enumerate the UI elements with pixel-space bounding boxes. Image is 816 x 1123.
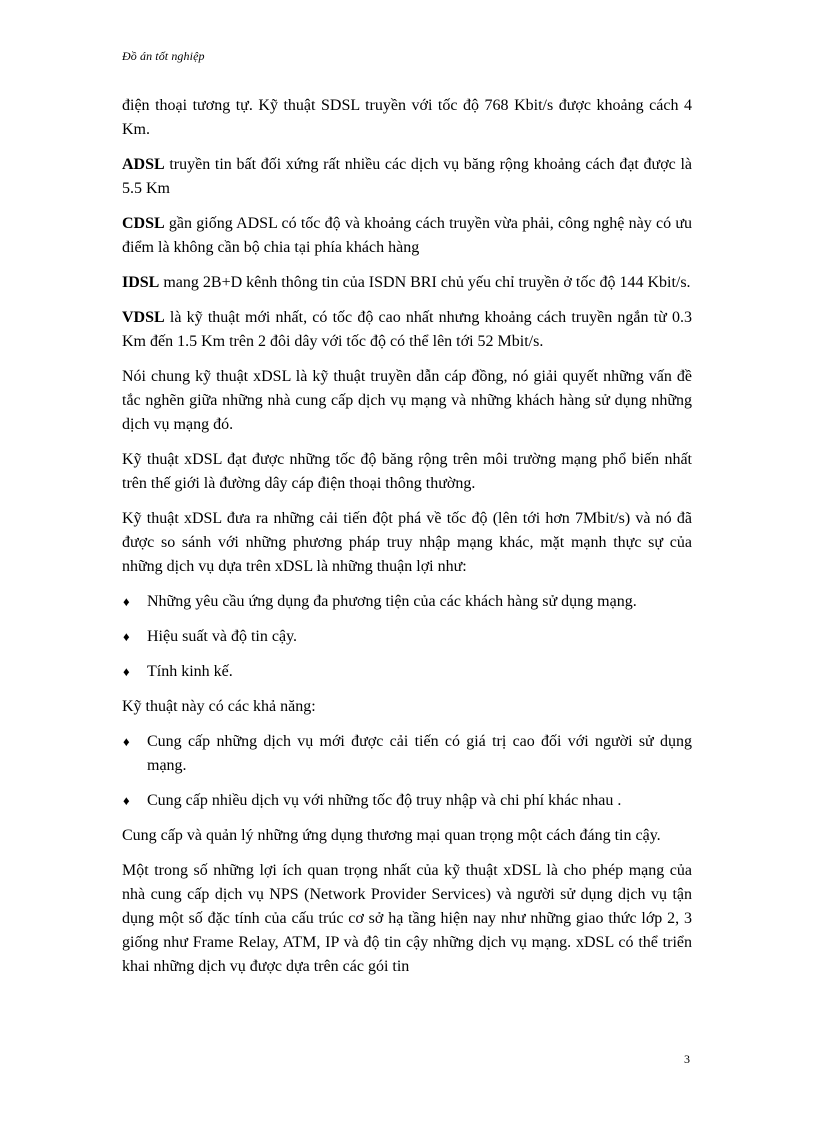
paragraph-management: Cung cấp và quản lý những ứng dụng thương mại quan trọng một cách đáng tin cậy. bbox=[122, 827, 661, 844]
paragraph-sdsl-continuation: điện thoại tương tự. Kỹ thuật SDSL truyền với tốc độ 768 Kbit/s được khoảng cách 4 Km. bbox=[122, 97, 692, 138]
paragraph-xdsl-advantages: Kỹ thuật xDSL đưa ra những cải tiến đột phá về tốc độ (lên tới hơn 7Mbit/s) và nó đã được so sánh với những phương pháp truy nhập mạng khác, mặt mạnh thực sự của những dịch vụ dựa trên xDSL là những thuận lợi như: bbox=[122, 510, 692, 575]
diamond-bullet-icon: ♦ bbox=[123, 793, 130, 808]
bullet-item bbox=[122, 730, 692, 778]
term-cdsl: CDSL bbox=[122, 215, 165, 232]
term-adsl: ADSL bbox=[122, 156, 165, 173]
page-number: 3 bbox=[684, 1052, 690, 1066]
diamond-bullet-icon: ♦ bbox=[123, 664, 130, 679]
bullet-text: Cung cấp những dịch vụ mới được cải tiến có giá trị cao đối với người sử dụng mạng. bbox=[147, 733, 692, 774]
paragraph-capabilities: Kỹ thuật này có các khả năng: bbox=[122, 698, 316, 715]
idsl-description: mang 2B+D kênh thông tin của ISDN BRI chủ yếu chỉ truyền ở tốc độ 144 Kbit/s. bbox=[159, 274, 691, 291]
vdsl-description: là kỹ thuật mới nhất, có tốc độ cao nhất nhưng khoảng cách truyền ngắn từ 0.3 Km đến 1.5 Km trên 2 đôi dây với tốc độ có thể lên tới 52 Mbit/s. bbox=[122, 309, 692, 350]
diamond-bullet-icon: ♦ bbox=[123, 734, 130, 749]
paragraph-xdsl-overview: Nói chung kỹ thuật xDSL là kỹ thuật truyền dẫn cáp đồng, nó giải quyết những vấn đề tắc nghẽn giữa những nhà cung cấp dịch vụ mạng và những khách hàng sử dụng những dịch vụ mạng đó. bbox=[122, 368, 692, 433]
bullet-item bbox=[122, 625, 692, 649]
bullet-text: Cung cấp nhiều dịch vụ với những tốc độ truy nhập và chi phí khác nhau . bbox=[147, 792, 622, 809]
term-idsl: IDSL bbox=[122, 274, 160, 291]
paragraph-xdsl-broadband: Kỹ thuật xDSL đạt được những tốc độ băng rộng trên môi trường mạng phổ biến nhất trên thế giới là đường dây cáp điện thoại thông thường. bbox=[122, 451, 692, 492]
cdsl-description: gần giống ADSL có tốc độ và khoảng cách truyền vừa phải, công nghệ này có ưu điểm là không cần bộ chia tại phía khách hàng bbox=[122, 215, 692, 256]
bullet-text: Những yêu cầu ứng dụng đa phương tiện của các khách hàng sử dụng mạng. bbox=[147, 593, 637, 610]
paragraph-adsl bbox=[122, 153, 692, 201]
bullet-item bbox=[122, 660, 692, 684]
bullet-text: Hiệu suất và độ tin cậy. bbox=[147, 628, 298, 645]
adsl-description: truyền tin bất đối xứng rất nhiều các dịch vụ băng rộng khoảng cách đạt được là 5.5 Km bbox=[122, 156, 692, 197]
paragraph-vdsl bbox=[122, 306, 692, 354]
paragraph-cdsl bbox=[122, 212, 692, 260]
diamond-bullet-icon: ♦ bbox=[123, 594, 130, 609]
page-header: Đồ án tốt nghiệp bbox=[122, 49, 205, 63]
term-vdsl: VDSL bbox=[122, 309, 165, 326]
bullet-item bbox=[122, 789, 692, 813]
paragraph-benefits: Một trong số những lợi ích quan trọng nhất của kỹ thuật xDSL là cho phép mạng của nhà cung cấp dịch vụ NPS (Network Provider Services) và người sử dụng dịch vụ tận dụng một số đặc tính của cấu trúc cơ sở hạ tầng hiện nay như những giao thức lớp 2, 3 giống như Frame Relay, ATM, IP và độ tin cậy những dịch vụ mạng. xDSL có thể triển khai những dịch vụ được dựa trên các gói tin bbox=[122, 862, 692, 975]
bullet-text: Tính kinh kế. bbox=[147, 663, 233, 680]
bullet-item bbox=[122, 590, 692, 614]
paragraph-idsl bbox=[122, 271, 692, 295]
diamond-bullet-icon: ♦ bbox=[123, 629, 130, 644]
document-body bbox=[122, 94, 692, 990]
